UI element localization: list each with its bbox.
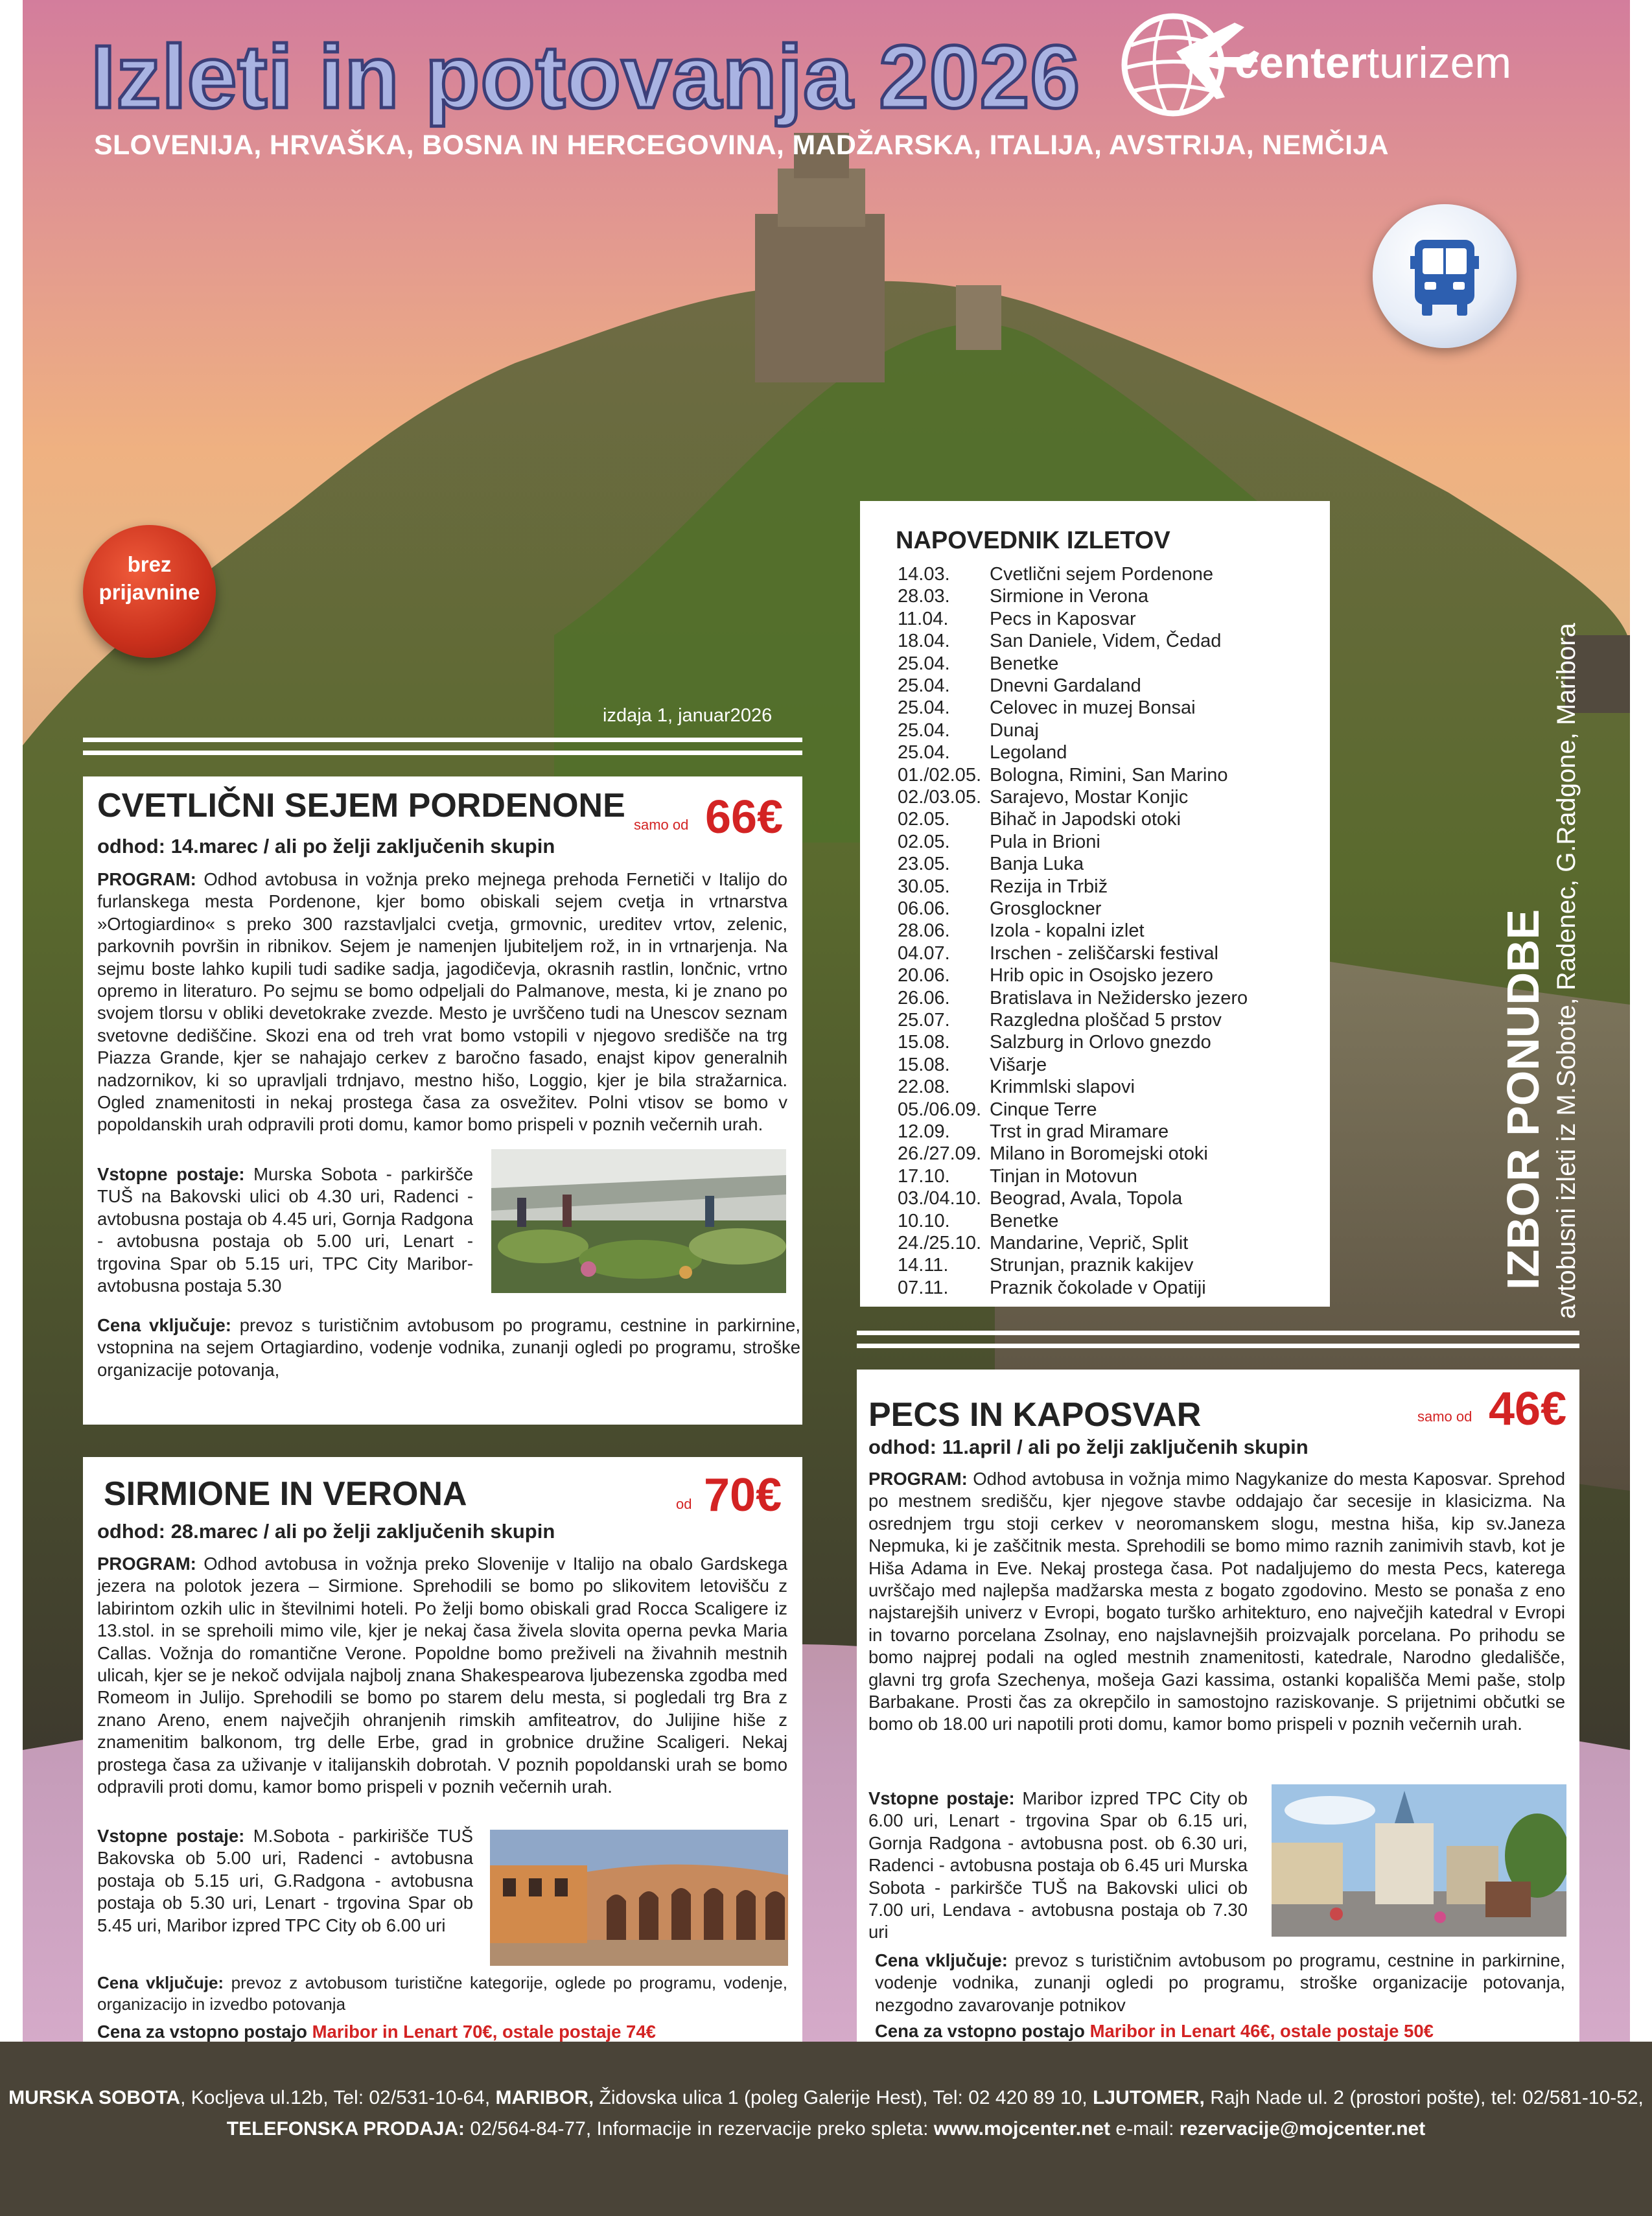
schedule-item xyxy=(898,1255,1193,1276)
includes-body: prevoz s turističnim avtobusom po programu, cestnine in parkirnine, vodenje vodnika, zunanji ogledi po programu, stroške organizacije potovanja, nezgodno zavarovanje potnikov xyxy=(875,1950,1565,2015)
schedule-trip-name: Rezija in Trbiž xyxy=(990,876,1108,897)
schedule-item xyxy=(898,564,1213,585)
schedule-item xyxy=(898,586,1148,607)
stops-body: M.Sobota - parkirišče TUŠ Bakovska ob 5.00 uri, Radenci - avtobusna postaja ob 5.15 uri, G.Radgona - avtobusna postaja ob 5.30 uri, Lenart - trgovina Spar ob 5.45 uri, Maribor izpred TPC City ob 6.00 uri xyxy=(97,1826,473,1935)
schedule-date: 06.06. xyxy=(898,898,950,919)
schedule-date: 14.03. xyxy=(898,564,950,585)
stops-label: Vstopne postaje: xyxy=(97,1164,245,1184)
schedule-item xyxy=(898,609,1136,630)
phone-sales-label: TELEFONSKA PRODAJA: xyxy=(226,2118,465,2140)
schedule-date: 25.04. xyxy=(898,675,950,696)
badge-line-2: prijavnine xyxy=(99,579,200,604)
schedule-date: 15.08. xyxy=(898,1054,950,1075)
schedule-item xyxy=(898,697,1196,719)
schedule-date: 25.04. xyxy=(898,697,950,719)
stops-text xyxy=(97,1825,473,1937)
stop-price-label: Cena za vstopno postajo xyxy=(875,2021,1085,2041)
schedule-item xyxy=(898,943,1218,964)
schedule-trip-name: Sarajevo, Mostar Konjic xyxy=(990,787,1189,808)
office-murska-sobota: MURSKA SOBOTA xyxy=(8,2087,181,2108)
trip-price: 66€ xyxy=(705,791,784,843)
schedule-date: 05./06.09. xyxy=(898,1099,981,1120)
schedule-item xyxy=(898,898,1101,920)
bus-icon xyxy=(1373,204,1517,348)
schedule-trip-name: Benetke xyxy=(990,653,1059,674)
includes-label: Cena vključuje: xyxy=(875,1950,1008,1970)
schedule-date: 22.08. xyxy=(898,1077,950,1098)
verona-arena-image xyxy=(490,1830,788,1966)
phone-sales-text: 02/564-84-77, Informacije in rezervacije preko spleta: xyxy=(465,2118,934,2140)
pecs-town-image xyxy=(1272,1784,1566,1937)
schedule-item xyxy=(898,765,1228,786)
divider-rule xyxy=(857,1331,1579,1335)
schedule-trip-name: Celovec in muzej Bonsai xyxy=(990,697,1196,719)
schedule-date: 07.11. xyxy=(898,1277,949,1298)
no-fee-badge xyxy=(83,525,216,658)
price-label: samo od xyxy=(634,817,689,833)
schedule-date: 24./25.10. xyxy=(898,1233,981,1254)
stop-price-value: Maribor in Lenart 46€, ostale postaje 50€ xyxy=(1089,2021,1434,2041)
schedule-trip-name: Praznik čokolade v Opatiji xyxy=(990,1277,1206,1298)
trip-title: CVETLIČNI SEJEM PORDENONE xyxy=(97,787,625,824)
program-label: PROGRAM: xyxy=(868,1469,968,1489)
schedule-trip-name: Izola - kopalni izlet xyxy=(990,920,1145,942)
includes-text xyxy=(875,1950,1565,2016)
schedule-item xyxy=(898,631,1221,652)
stop-price-text xyxy=(875,2020,1565,2042)
schedule-item xyxy=(898,832,1100,853)
office-ljutomer: LJUTOMER, xyxy=(1093,2087,1205,2108)
schedule-trip-name: Dnevni Gardaland xyxy=(990,675,1141,696)
schedule-date: 23.05. xyxy=(898,854,950,875)
program-label: PROGRAM: xyxy=(97,1554,196,1574)
schedule-date: 11.04. xyxy=(898,608,949,629)
logo-bold-text: center xyxy=(1235,38,1367,87)
schedule-date: 12.09. xyxy=(898,1121,950,1142)
schedule-item xyxy=(898,1099,1097,1121)
includes-body: prevoz s turističnim avtobusom po programu, cestnine in parkirnine, vstopnina na sejem Ortagiardino, vodenje vodnika, zunanji ogledi po programu, stroške organizacije potovanja, xyxy=(97,1315,800,1380)
office-ljutomer-address: Rajh Nade ul. 2 (prostori pošte), tel: 02/581-10-52, xyxy=(1204,2087,1644,2108)
trip-price: 46€ xyxy=(1489,1383,1567,1435)
schedule-trip-name: Bologna, Rimini, San Marino xyxy=(990,764,1228,786)
stops-label: Vstopne postaje: xyxy=(97,1826,245,1846)
schedule-item xyxy=(898,1166,1137,1187)
schedule-trip-name: Salzburg in Orlovo gnezdo xyxy=(990,1032,1211,1053)
schedule-item xyxy=(898,1211,1058,1232)
edition-label: izdaja 1, januar2026 xyxy=(603,705,773,726)
schedule-item xyxy=(898,965,1213,986)
stop-price-label: Cena za vstopno postajo xyxy=(97,2022,307,2042)
schedule-date: 25.04. xyxy=(898,653,950,674)
stop-price-value: Maribor in Lenart 70€, ostale postaje 74€ xyxy=(312,2022,656,2042)
schedule-item xyxy=(898,653,1058,675)
schedule-trip-name: Cvetlični sejem Pordenone xyxy=(990,564,1213,585)
schedule-item xyxy=(898,1233,1188,1254)
schedule-trip-name: Banja Luka xyxy=(990,854,1084,875)
schedule-trip-name: Irschen - zeliščarski festival xyxy=(990,942,1218,964)
schedule-date: 30.05. xyxy=(898,876,950,897)
schedule-item xyxy=(898,1121,1169,1143)
schedule-item xyxy=(898,1032,1211,1053)
schedule-date: 01./02.05. xyxy=(898,764,981,786)
schedule-trip-name: Pula in Brioni xyxy=(990,831,1100,852)
schedule-date: 10.10. xyxy=(898,1210,950,1231)
schedule-trip-name: Hrib opic in Osojsko jezero xyxy=(990,965,1213,986)
schedule-date: 26.06. xyxy=(898,987,950,1009)
schedule-date: 25.07. xyxy=(898,1010,950,1031)
schedule-trip-name: Krimmlski slapovi xyxy=(990,1077,1135,1098)
schedule-date: 25.04. xyxy=(898,742,950,764)
schedule-date: 25.04. xyxy=(898,719,950,741)
schedule-trip-name: Mandarine, Veprič, Split xyxy=(990,1233,1189,1254)
office-maribor: MARIBOR, xyxy=(495,2087,594,2108)
footer-contact-line xyxy=(0,2118,1652,2140)
office-maribor-address: Židovska ulica 1 (poleg Galerije Hest), Tel: 02 420 89 10, xyxy=(594,2087,1093,2108)
schedule-item xyxy=(898,720,1039,741)
includes-text xyxy=(97,1314,800,1381)
schedule-trip-name: Grosglockner xyxy=(990,898,1102,919)
program-text xyxy=(868,1468,1565,1736)
email-label: e-mail: xyxy=(1110,2118,1180,2140)
stops-body: Maribor izpred TPC City ob 6.00 uri, Lenart - trgovina Spar ob 6.15 uri, Gornja Radgona - avtobusna post. ob 6.30 uri, Radenci - avtobusna postaja ob 6.45 uri Murska Sobota - parkiršče TUŠ na Bakovski ulici ob 7.00 uri, Lendava - avtobusna postaja ob 7.30 uri xyxy=(868,1788,1248,1942)
trip-title: SIRMIONE IN VERONA xyxy=(104,1475,467,1513)
schedule-date: 28.06. xyxy=(898,920,950,942)
schedule-trip-name: Cinque Terre xyxy=(990,1099,1097,1120)
trip-card-sirmione xyxy=(83,1457,802,2048)
divider-rule xyxy=(857,1344,1579,1348)
schedule-item xyxy=(898,1055,1047,1076)
program-body: Odhod avtobusa in vožnja mimo Nagykanize do mesta Kaposvar. Sprehod po mestnem središču, kjer njegove stavbe oddajajo čar secesije in klasicizma. Na osrednjem trgu stoji cerkev v neoromanskem slogu, mestna hiša, kip sv.Janeza Nepmuka, ki je zaščitnik mesta. Sprehodili se bomo mimo raznih zanimivih stavb, kot je Hiša Adama in Eve. Nekaj prostega časa. Pot nadaljujemo do mesta Pecs, katerega uvrščajo med najlepša madžarska mesta z bogato zgodovino. Mesto se ponaša z eno najstarejših univerz v Evropi, bogato turško arhitekturo, eno največjih katedral v Evropi in tovarno porcelana Zsolnay, eno najslavnejših proizvajalk porcelana. Po prihodu se bomo najprej podali na ogled mestnih znamenitosti, katedrale, Narodno gledališče, glavni trg grofa Szechenya, mošeja Gazi kassima, ostanki kopališča Memi paše, stolp Barbakane. Prosti čas za okrepčilo in samostojno raziskovanje. S prijetnimi občutki se bomo ob 18.00 uri napotili proti domu, kamor bomo prispeli v poznih večernih urah. xyxy=(868,1469,1565,1734)
schedule-date: 02.05. xyxy=(898,809,950,830)
price-label: samo od xyxy=(1417,1408,1472,1425)
stops-text xyxy=(97,1163,473,1297)
footer xyxy=(0,2042,1652,2216)
stop-price-text xyxy=(97,2021,787,2043)
logo-light-text: turizem xyxy=(1367,38,1512,87)
schedule-date: 20.06. xyxy=(898,965,950,986)
schedule-trip-name: Beograd, Avala, Topola xyxy=(990,1188,1183,1209)
departure-date: odhod: 11.april / ali po želji zaključenih skupin xyxy=(868,1436,1309,1458)
schedule-date: 14.11. xyxy=(898,1255,949,1276)
logo-wordmark xyxy=(1235,38,1511,88)
trip-card-pecs xyxy=(857,1370,1579,2048)
includes-text xyxy=(97,1972,787,2015)
website-link[interactable]: www.mojcenter.net xyxy=(933,2118,1111,2140)
schedule-item xyxy=(898,854,1084,875)
offer-selection-subtitle: avtobusni izleti iz M.Sobote, Radenec, G.Radgone, Maribora xyxy=(1552,623,1581,1319)
program-label: PROGRAM: xyxy=(97,869,196,889)
schedule-date: 04.07. xyxy=(898,942,950,964)
departure-date: odhod: 28.marec / ali po želji zaključenih skupin xyxy=(97,1520,555,1543)
flower-fair-image xyxy=(491,1149,786,1293)
program-body: Odhod avtobusa in vožnja preko mejnega prehoda Fernetiči v Italijo do furlanskega mesta Pordenone, kjer bomo obiskali sejem cvetja in vrtnarstva »Ortogiardino« s preko 300 razstavljalci cvetja, grmovnic, ureditev vrtov, zelenic, parkovnih površin in ribnikov. Sejem je namenjen ljubiteljem rož, in in vrtnarjenja. Na sejmu boste lahko kupili tudi sadike sadja, jagodičevja, okrasnih rastlin, lončnic, vrtno opremo in literaturo. Po sejmu se bomo odpeljali do Palmanove, mesta, ki je znano po svojem tlorsu v obliki devetokrake zvezde. Mesto je uvrščeno tudi na Unescov seznam svetovne dediščine. Skozi ena od treh vrat bomo vstopili v njegovo središče na trg Piazza Grande, kjer se nahajajo cerkev z baročno fasado, enajst kipov generalnih nadzornikov, ki so upravljali trdnjavo, mestno hišo, Loggio, kjer je bila stražarnica. Ogled znamenitosti in nekaj prostega časa za osvežitev. Polni vtisov se bomo v popoldanskih urah odpravili proti domu, kamor bomo prispeli v poznih večernih urah. xyxy=(97,869,788,1135)
schedule-date: 26./27.09. xyxy=(898,1143,981,1165)
schedule-item xyxy=(898,920,1145,942)
schedule-trip-name: Strunjan, praznik kakijev xyxy=(990,1255,1194,1276)
schedule-item xyxy=(898,675,1141,697)
schedule-date: 18.04. xyxy=(898,631,950,652)
divider-rule xyxy=(83,751,802,755)
program-body: Odhod avtobusa in vožnja preko Slovenije v Italijo na obalo Gardskega jezera na polotok jezera – Sirmione. Sprehodili se bomo po slikovitem letovišču z labirintom ozkih ulic in številnimi hoteli. Po želji bomo obiskali grad Rocca Scaligere iz 13.stol. in se sprehoili mimo vile, kjer je nekaj časa živela slovita operna pevka Maria Callas. Vožnja do romantične Verone. Popoldne bomo preživeli na živahnih mestnih ulicah, kjer se je nekoč odvijala najbolj znana Shakespearova ljubezenska zgodba med Romeom in Julijo. Sprehodili se bomo po starem delu mesta, si pogledali trg Bra z znano Areno, enem največjih ohranjenih rimskih amfiteatrov, do Julijine hiše z znamenitim balkonom, trg delle Erbe, grad in grobnice družine Scaligeri. Nekaj prostega časa za uživanje v italijanskih dobrotah. V poznih popoldanski urah se bomo odpravili proti domu, kamor bomo prispeli v poznih večernih urah. xyxy=(97,1554,787,1797)
includes-label: Cena vključuje: xyxy=(97,1973,224,1992)
trip-title: PECS IN KAPOSVAR xyxy=(868,1396,1202,1434)
stops-body: Murska Sobota - parkiršče TUŠ na Bakovski ulici ob 4.30 uri, Radenci - avtobusna postaja ob 4.45 uri, Gornja Radgona - avtobusna postaja ob 5.00 uri, Lenart - trgovina Spar ob 5.15 uri, TPC City Maribor-avtobusna postaja 5.30 xyxy=(97,1164,473,1296)
schedule-trip-name: Bratislava in Nežidersko jezero xyxy=(990,987,1248,1009)
bus-glyph xyxy=(1373,204,1517,348)
schedule-title: NAPOVEDNIK IZLETOV xyxy=(896,527,1170,554)
schedule-date: 17.10. xyxy=(898,1165,950,1187)
flower-fair-photo xyxy=(491,1149,786,1293)
schedule-date: 02./03.05. xyxy=(898,787,981,808)
schedule-trip-name: Benetke xyxy=(990,1210,1059,1231)
includes-body: prevoz z avtobusom turistične kategorije, oglede po programu, vodenje, organizacijo in izvedbo potovanja xyxy=(97,1973,787,2014)
footer-offices-line xyxy=(0,2087,1652,2109)
schedule-item xyxy=(898,1143,1208,1165)
schedule-date: 02.05. xyxy=(898,831,950,852)
schedule-item xyxy=(898,742,1067,764)
price-label: od xyxy=(676,1496,692,1512)
divider-rule xyxy=(83,738,802,742)
trip-card-pordenone xyxy=(83,776,802,1425)
verona-arena-photo xyxy=(490,1830,788,1966)
schedule-trip-name: Dunaj xyxy=(990,719,1039,741)
departure-date: odhod: 14.marec / ali po želji zaključenih skupin xyxy=(97,835,555,857)
countries-subtitle: SLOVENIJA, HRVAŠKA, BOSNA IN HERCEGOVINA, MADŽARSKA, ITALIJA, AVSTRIJA, NEMČIJA xyxy=(94,130,1389,161)
trip-price: 70€ xyxy=(704,1469,782,1521)
schedule-item xyxy=(898,1077,1135,1098)
schedule-trip-name: Bihač in Japodski otoki xyxy=(990,809,1181,830)
schedule-item xyxy=(898,988,1248,1009)
trip-schedule-panel xyxy=(860,501,1330,1307)
includes-label: Cena vključuje: xyxy=(97,1315,231,1335)
schedule-date: 03./04.10. xyxy=(898,1188,981,1209)
page-title: Izleti in potovanja 2026 xyxy=(91,27,1081,127)
email-link[interactable]: rezervacije@mojcenter.net xyxy=(1179,2118,1426,2140)
schedule-item xyxy=(898,876,1108,898)
schedule-trip-name: Legoland xyxy=(990,742,1067,764)
stops-label: Vstopne postaje: xyxy=(868,1788,1015,1808)
schedule-trip-name: Višarje xyxy=(990,1054,1047,1075)
badge-line-1: brez xyxy=(127,552,172,576)
schedule-date: 15.08. xyxy=(898,1032,950,1053)
schedule-item xyxy=(898,809,1181,830)
office-murska-sobota-address: , Kocljeva ul.12b, Tel: 02/531-10-64, xyxy=(180,2087,496,2108)
pecs-town-photo xyxy=(1272,1784,1566,1937)
program-text xyxy=(97,869,787,1136)
schedule-trip-name: Sirmione in Verona xyxy=(990,586,1149,607)
schedule-trip-name: Trst in grad Miramare xyxy=(990,1121,1169,1142)
stops-text xyxy=(868,1788,1248,1944)
schedule-item xyxy=(898,1277,1206,1299)
schedule-item xyxy=(898,1010,1222,1031)
schedule-item xyxy=(898,1188,1182,1209)
schedule-trip-name: Milano in Boromejski otoki xyxy=(990,1143,1208,1165)
schedule-item xyxy=(898,787,1188,808)
schedule-trip-name: Razgledna ploščad 5 prstov xyxy=(990,1010,1222,1031)
schedule-date: 28.03. xyxy=(898,586,950,607)
schedule-trip-name: Tinjan in Motovun xyxy=(990,1165,1137,1187)
offer-selection-title: IZBOR PONUDBE xyxy=(1498,909,1548,1290)
program-text xyxy=(97,1553,787,1798)
schedule-trip-name: San Daniele, Videm, Čedad xyxy=(990,631,1222,652)
schedule-trip-name: Pecs in Kaposvar xyxy=(990,608,1136,629)
